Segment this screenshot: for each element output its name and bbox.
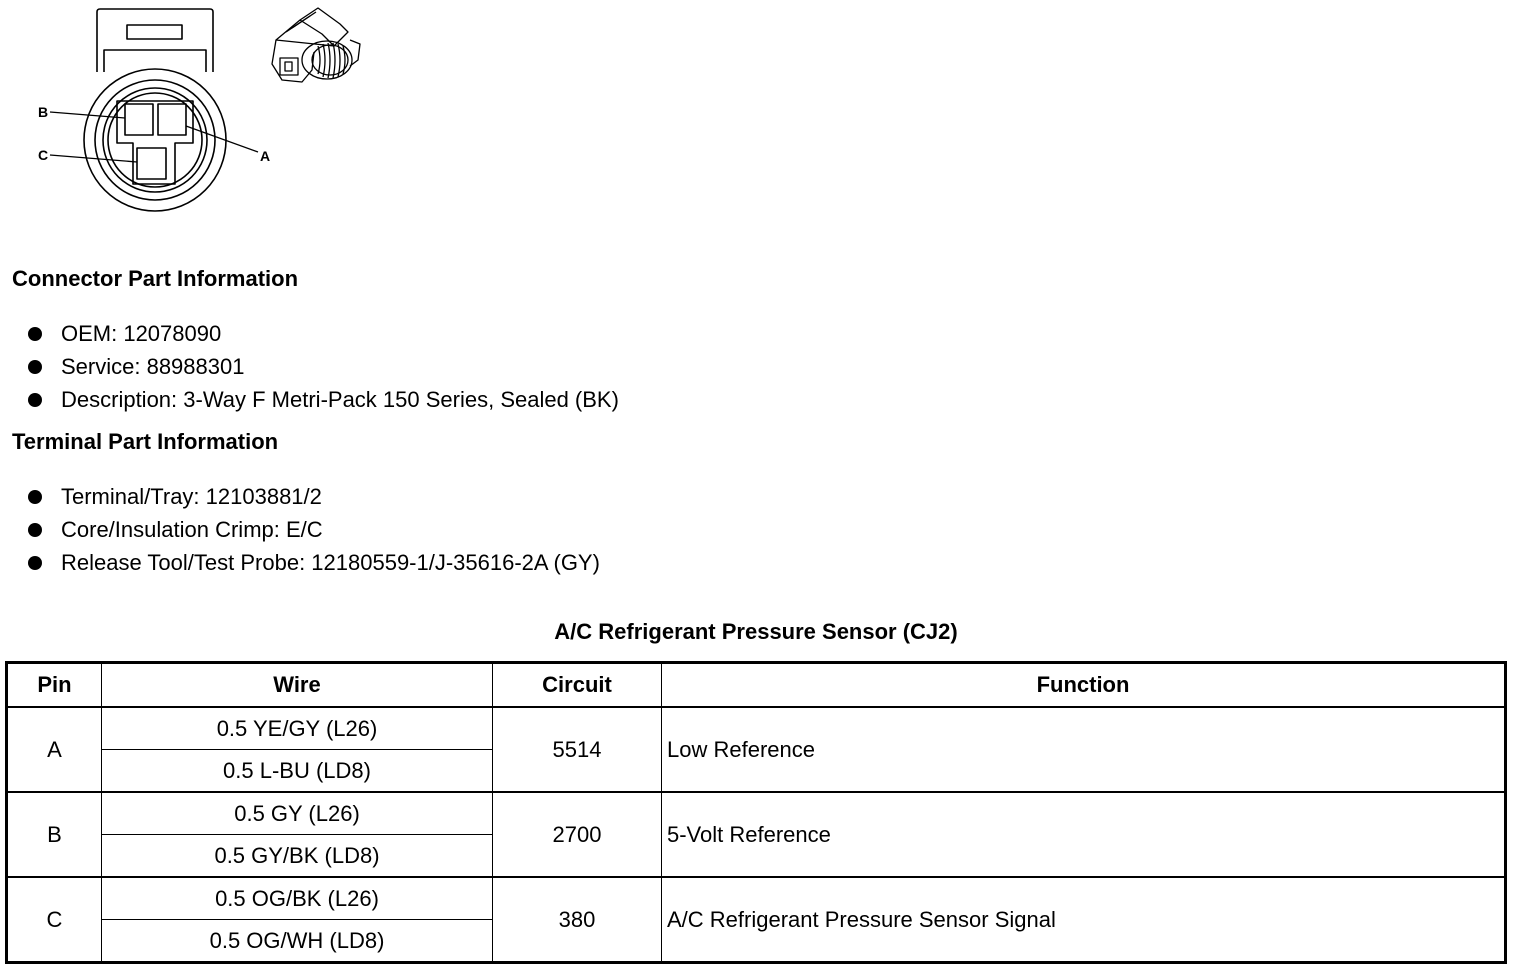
bullet-icon xyxy=(28,556,42,570)
list-item xyxy=(28,353,619,386)
connector-housing-outline xyxy=(97,9,213,72)
list-item-text: Core/Insulation Crimp: E/C xyxy=(61,517,323,542)
bullet-icon xyxy=(28,360,42,374)
header-wire: Wire xyxy=(102,663,493,708)
list-item xyxy=(28,549,600,582)
connector-outer-ring xyxy=(84,69,226,211)
pin-cell: B xyxy=(7,792,102,877)
circuit-cell: 5514 xyxy=(493,707,662,792)
table-row xyxy=(7,877,1506,920)
wire-cell: 0.5 L-BU (LD8) xyxy=(102,750,493,793)
connector-part-info-heading: Connector Part Information xyxy=(12,266,299,291)
list-item-text: Release Tool/Test Probe: 12180559-1/J-35616-2A (GY) xyxy=(61,550,600,575)
bullet-icon xyxy=(28,327,42,341)
list-item-text: Terminal/Tray: 12103881/2 xyxy=(61,484,322,509)
leader-line-a xyxy=(186,126,258,152)
list-item xyxy=(28,483,600,516)
bullet-icon xyxy=(28,523,42,537)
terminal-part-info-list xyxy=(28,483,600,582)
circuit-cell: 2700 xyxy=(493,792,662,877)
pin-table xyxy=(5,661,1507,964)
connector-diagram xyxy=(0,0,380,225)
terminal-cavity-c xyxy=(137,148,166,179)
connector-part-info-list xyxy=(28,320,619,419)
connector-latch-window xyxy=(127,25,182,39)
leader-line-c xyxy=(50,155,137,162)
circuit-cell: 380 xyxy=(493,877,662,963)
table-header-row xyxy=(7,663,1506,708)
table-row xyxy=(7,707,1506,750)
pin-table-title: A/C Refrigerant Pressure Sensor (CJ2) xyxy=(554,619,958,644)
bullet-icon xyxy=(28,393,42,407)
terminal-cavity-b xyxy=(125,104,153,135)
pin-cell: C xyxy=(7,877,102,963)
terminal-part-info-heading: Terminal Part Information xyxy=(12,429,279,454)
connector-face-ring xyxy=(108,93,202,187)
header-function: Function xyxy=(662,663,1506,708)
terminal-label-c: C xyxy=(38,147,49,163)
bullet-icon xyxy=(28,490,42,504)
table-row xyxy=(7,792,1506,835)
header-pin: Pin xyxy=(7,663,102,708)
terminal-label-a: A xyxy=(260,148,271,164)
list-item-text: OEM: 12078090 xyxy=(61,321,222,346)
list-item xyxy=(28,320,619,353)
wire-cell: 0.5 GY/BK (LD8) xyxy=(102,835,493,878)
wire-cell: 0.5 GY (L26) xyxy=(102,792,493,835)
wire-cell: 0.5 YE/GY (L26) xyxy=(102,707,493,750)
wire-cell: 0.5 OG/BK (L26) xyxy=(102,877,493,920)
function-cell: A/C Refrigerant Pressure Sensor Signal xyxy=(662,877,1506,963)
list-item-text: Service: 88988301 xyxy=(61,354,245,379)
list-item xyxy=(28,516,600,549)
pin-cell: A xyxy=(7,707,102,792)
terminal-label-b: B xyxy=(38,104,49,120)
terminal-cavity-outline xyxy=(117,101,193,184)
list-item-text: Description: 3-Way F Metri-Pack 150 Series, Sealed (BK) xyxy=(61,387,619,412)
function-cell: 5-Volt Reference xyxy=(662,792,1506,877)
connector-inner-ring xyxy=(103,88,207,192)
function-cell: Low Reference xyxy=(662,707,1506,792)
wire-cell: 0.5 OG/WH (LD8) xyxy=(102,920,493,963)
connector-seal-ring xyxy=(95,80,215,200)
list-item xyxy=(28,386,619,419)
terminal-cavity-a xyxy=(158,104,186,135)
header-circuit: Circuit xyxy=(493,663,662,708)
connector-3d-view xyxy=(272,8,360,82)
